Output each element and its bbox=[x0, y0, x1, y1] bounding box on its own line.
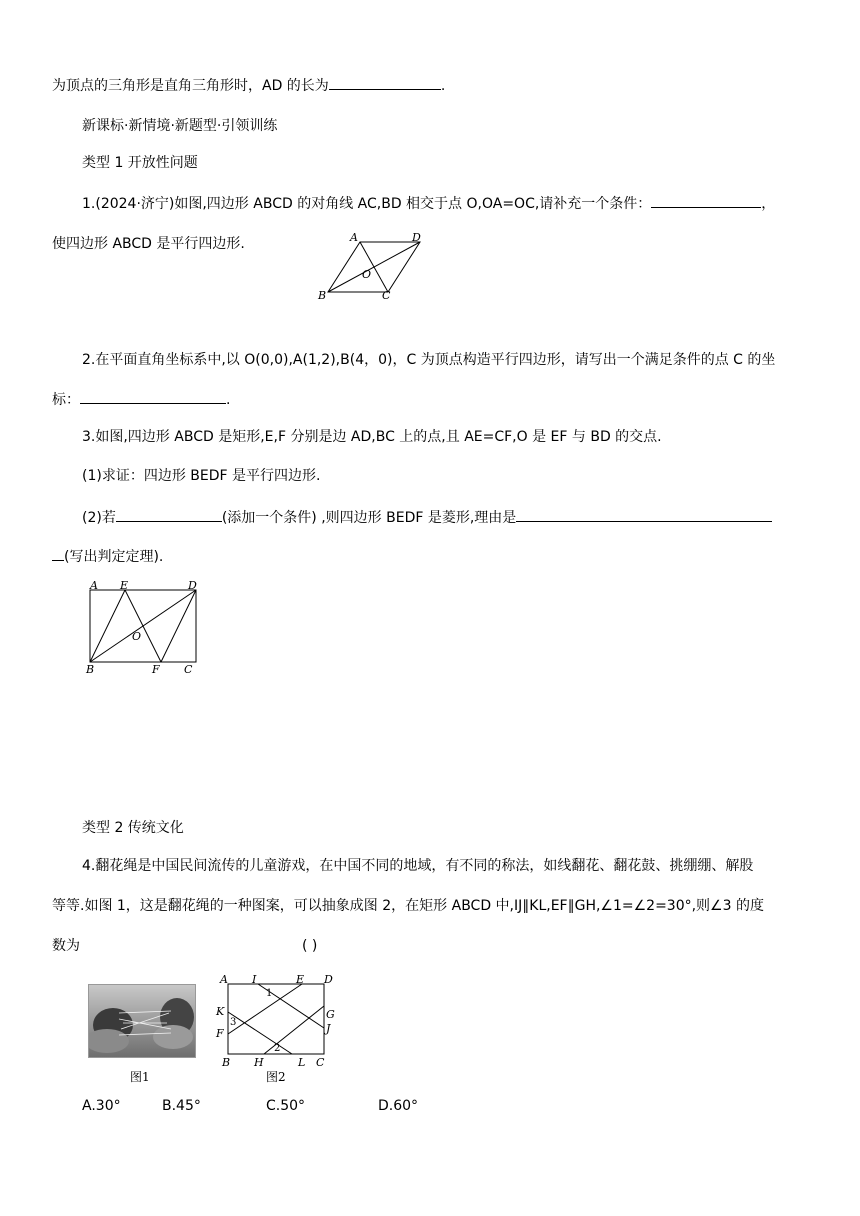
label-l: L bbox=[298, 1056, 306, 1069]
question-4-line2: 等等.如图 1，这是翻花绳的一种图案，可以抽象成图 2，在矩形 ABCD 中,IJ∥KL,EF∥GH,∠1=∠2=30°,则∠3 的度 bbox=[52, 898, 764, 914]
label-g: G bbox=[326, 1008, 335, 1021]
label-c: C bbox=[184, 663, 193, 676]
period: . bbox=[226, 392, 231, 408]
question-1-line1 bbox=[82, 193, 775, 214]
type2-heading: 类型 2 传统文化 bbox=[82, 820, 184, 836]
label-c: C bbox=[316, 1056, 325, 1069]
prev-question-end bbox=[52, 75, 445, 96]
answer-blank[interactable] bbox=[329, 75, 441, 90]
answer-blank-q2[interactable] bbox=[80, 389, 226, 404]
line-gh bbox=[264, 1006, 324, 1054]
figure-rectangle-bedf bbox=[80, 578, 210, 678]
question-1-text: 1.(2024·济宁)如图,四边形 ABCD 的对角线 AC,BD 相交于点 O,OA=OC,请补充一个条件： bbox=[82, 196, 652, 212]
angle-3-label: 3 bbox=[230, 1017, 237, 1028]
question-3-part2-text2: (添加一个条件) ,则四边形 BEDF 是菱形,理由是 bbox=[221, 510, 517, 526]
label-k: K bbox=[216, 1005, 225, 1018]
label-e: E bbox=[296, 973, 305, 986]
angle-2-label: 2 bbox=[274, 1043, 281, 1054]
answer-parentheses[interactable]: ( ) bbox=[302, 938, 318, 954]
figure-parallelogram bbox=[312, 228, 432, 306]
question-2-line1: 2.在平面直角坐标系中,以 O(0,0),A(1,2),B(4，0)，C 为顶点构造平行四边形，请写出一个满足条件的点 C 的坐 bbox=[82, 352, 776, 368]
label-e: E bbox=[120, 579, 129, 592]
answer-blank-q3-reason-cont[interactable] bbox=[52, 546, 64, 561]
label-a: A bbox=[220, 973, 228, 986]
label-d: D bbox=[188, 579, 197, 592]
answer-blank-q3-reason[interactable] bbox=[516, 507, 772, 522]
choice-d[interactable]: D.60° bbox=[378, 1098, 419, 1114]
question-4-line3: 数为 bbox=[52, 938, 80, 954]
label-h: H bbox=[254, 1056, 264, 1069]
question-2-text: 标： bbox=[52, 392, 80, 408]
label-o: O bbox=[362, 268, 372, 281]
label-j: J bbox=[326, 1022, 331, 1035]
choice-a[interactable]: A.30° bbox=[82, 1098, 121, 1114]
figure-2-caption: 图2 bbox=[266, 1070, 286, 1084]
section-title: 新课标·新情境·新题型·引领训练 bbox=[82, 118, 278, 134]
label-b: B bbox=[222, 1056, 231, 1069]
figure-2-rectangle bbox=[208, 968, 346, 1074]
question-3-part2-text: (2)若 bbox=[82, 510, 116, 526]
answer-blank-q1[interactable] bbox=[651, 193, 761, 208]
label-f: F bbox=[216, 1027, 224, 1040]
question-3-part2-cont bbox=[52, 546, 163, 567]
question-3-note: (写出判定定理). bbox=[64, 549, 164, 565]
question-3-stem: 3.如图,四边形 ABCD 是矩形,E,F 分别是边 AD,BC 上的点,且 AE=CF,O 是 EF 与 BD 的交点. bbox=[82, 429, 662, 445]
label-c: C bbox=[382, 289, 391, 302]
segment-be bbox=[90, 590, 125, 662]
question-3-part2 bbox=[82, 507, 772, 528]
label-f: F bbox=[152, 663, 160, 676]
label-a: A bbox=[90, 579, 98, 592]
type1-heading: 类型 1 开放性问题 bbox=[82, 155, 198, 171]
prev-question-text: 为顶点的三角形是直角三角形时，AD 的长为 bbox=[52, 78, 329, 94]
figure-1-caption: 图1 bbox=[130, 1070, 150, 1084]
diagonal-bd bbox=[328, 242, 420, 292]
question-1-line2: 使四边形 ABCD 是平行四边形. bbox=[52, 236, 245, 252]
angle-1-label: 1 bbox=[266, 988, 273, 999]
question-3-part1: (1)求证：四边形 BEDF 是平行四边形. bbox=[82, 468, 321, 484]
label-d: D bbox=[324, 973, 333, 986]
answer-blank-q3-condition[interactable] bbox=[116, 507, 222, 522]
comma: ， bbox=[761, 196, 776, 212]
question-2-line2 bbox=[52, 389, 230, 410]
line-kl bbox=[228, 1012, 292, 1054]
period: . bbox=[440, 78, 446, 94]
label-i: I bbox=[252, 973, 257, 986]
label-b: B bbox=[318, 289, 327, 302]
label-b: B bbox=[86, 663, 95, 676]
segment-fd bbox=[161, 590, 196, 662]
choice-c[interactable]: C.50° bbox=[266, 1098, 306, 1114]
label-d: D bbox=[412, 231, 421, 244]
string-game-photo bbox=[88, 984, 196, 1058]
line-ef bbox=[228, 984, 302, 1034]
label-o: O bbox=[132, 630, 142, 643]
question-4-line1: 4.翻花绳是中国民间流传的儿童游戏，在中国不同的地域，有不同的称法，如线翻花、翻花鼓、挑绷绷、解股 bbox=[82, 858, 754, 874]
segment-ef bbox=[125, 590, 161, 662]
photo-illustration bbox=[89, 985, 195, 1057]
label-a: A bbox=[350, 231, 358, 244]
choice-b[interactable]: B.45° bbox=[162, 1098, 201, 1114]
